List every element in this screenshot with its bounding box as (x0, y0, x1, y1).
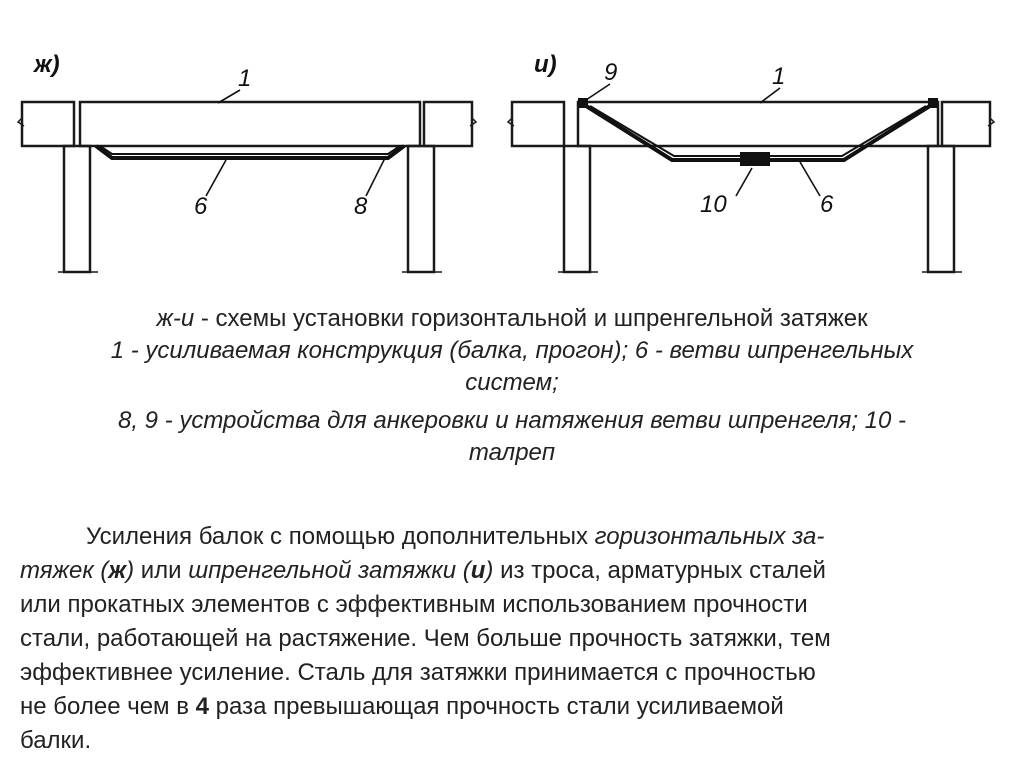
label-1-right: 1 (772, 63, 786, 90)
caption-title: - схемы установки горизонтальной и шпренгельной затяжек (194, 305, 868, 332)
right-column (928, 146, 954, 272)
para-text: раза превышающая прочность стали усиливаемой (209, 693, 784, 720)
scheme-truss-tie (508, 51, 994, 272)
leader-8 (366, 156, 386, 196)
para-italic: горизонтальных за- (594, 523, 825, 550)
scheme-letter-zh: ж) (34, 51, 60, 78)
para-line-3: или прокатных элементов с эффективным использованием прочности (20, 591, 808, 618)
right-side-slab (424, 102, 472, 146)
para-italic: ) (126, 557, 141, 584)
figure-caption (40, 303, 984, 469)
para-text: или (140, 557, 189, 584)
leader-6 (800, 162, 820, 196)
label-6-right: 6 (820, 191, 834, 218)
beam-1 (578, 102, 938, 146)
para-line-7: балки. (20, 727, 92, 754)
scheme-horizontal-tie (18, 51, 476, 272)
caption-letters: ж-и (156, 305, 195, 332)
label-9: 9 (604, 59, 618, 86)
right-side-slab (942, 102, 990, 146)
caption-line-5: талреп (468, 439, 556, 466)
leader-10 (736, 168, 752, 196)
para-text: из троса, арматурных сталей (493, 557, 826, 584)
leader-6 (206, 160, 226, 196)
scheme-letter-i: и) (534, 51, 557, 78)
label-6-left: 6 (194, 193, 208, 220)
leader-9 (586, 84, 610, 100)
para-text: Усиления балок с помощью дополнительных (86, 523, 595, 550)
para-italic: шпренгельной затяжки ( (188, 557, 471, 584)
caption-line-4: 8, 9 - устройства для анкеровки и натяжения ветви шпренгеля; 10 - (117, 407, 907, 434)
right-column (408, 146, 434, 272)
left-column (564, 146, 590, 272)
tie-branch-6 (96, 146, 404, 158)
para-line-4: стали, работающей на растяжение. Чем больше прочность затяжки, тем (20, 625, 831, 652)
caption-line-1 (40, 303, 984, 335)
left-side-slab (512, 102, 564, 146)
truss-branch-6-inner (590, 106, 926, 156)
para-italic: тяжек ( (20, 557, 109, 584)
label-1-left: 1 (238, 65, 252, 92)
para-text: не более чем в (20, 693, 196, 720)
para-italic: ) (485, 557, 494, 584)
turnbuckle-10 (740, 152, 770, 166)
body-paragraph (20, 520, 1010, 758)
para-line-1 (20, 520, 1010, 554)
para-line-2 (20, 554, 1010, 588)
para-line-6 (20, 690, 1010, 724)
para-bold: ж (108, 557, 127, 584)
left-side-slab (22, 102, 74, 146)
para-bold: 4 (195, 693, 209, 720)
caption-line-3: систем; (465, 369, 559, 396)
para-line-5: эффективнее усиление. Сталь для затяжки принимается с прочностью (20, 659, 816, 686)
label-8: 8 (354, 193, 368, 220)
beam-1 (80, 102, 420, 146)
reinforcement-diagram (0, 0, 1024, 290)
label-10: 10 (700, 191, 727, 218)
caption-line-2: 1 - усиливаемая конструкция (балка, прогон); 6 - ветви шпренгельных (110, 337, 914, 364)
left-column (64, 146, 90, 272)
para-bold: и (470, 557, 486, 584)
